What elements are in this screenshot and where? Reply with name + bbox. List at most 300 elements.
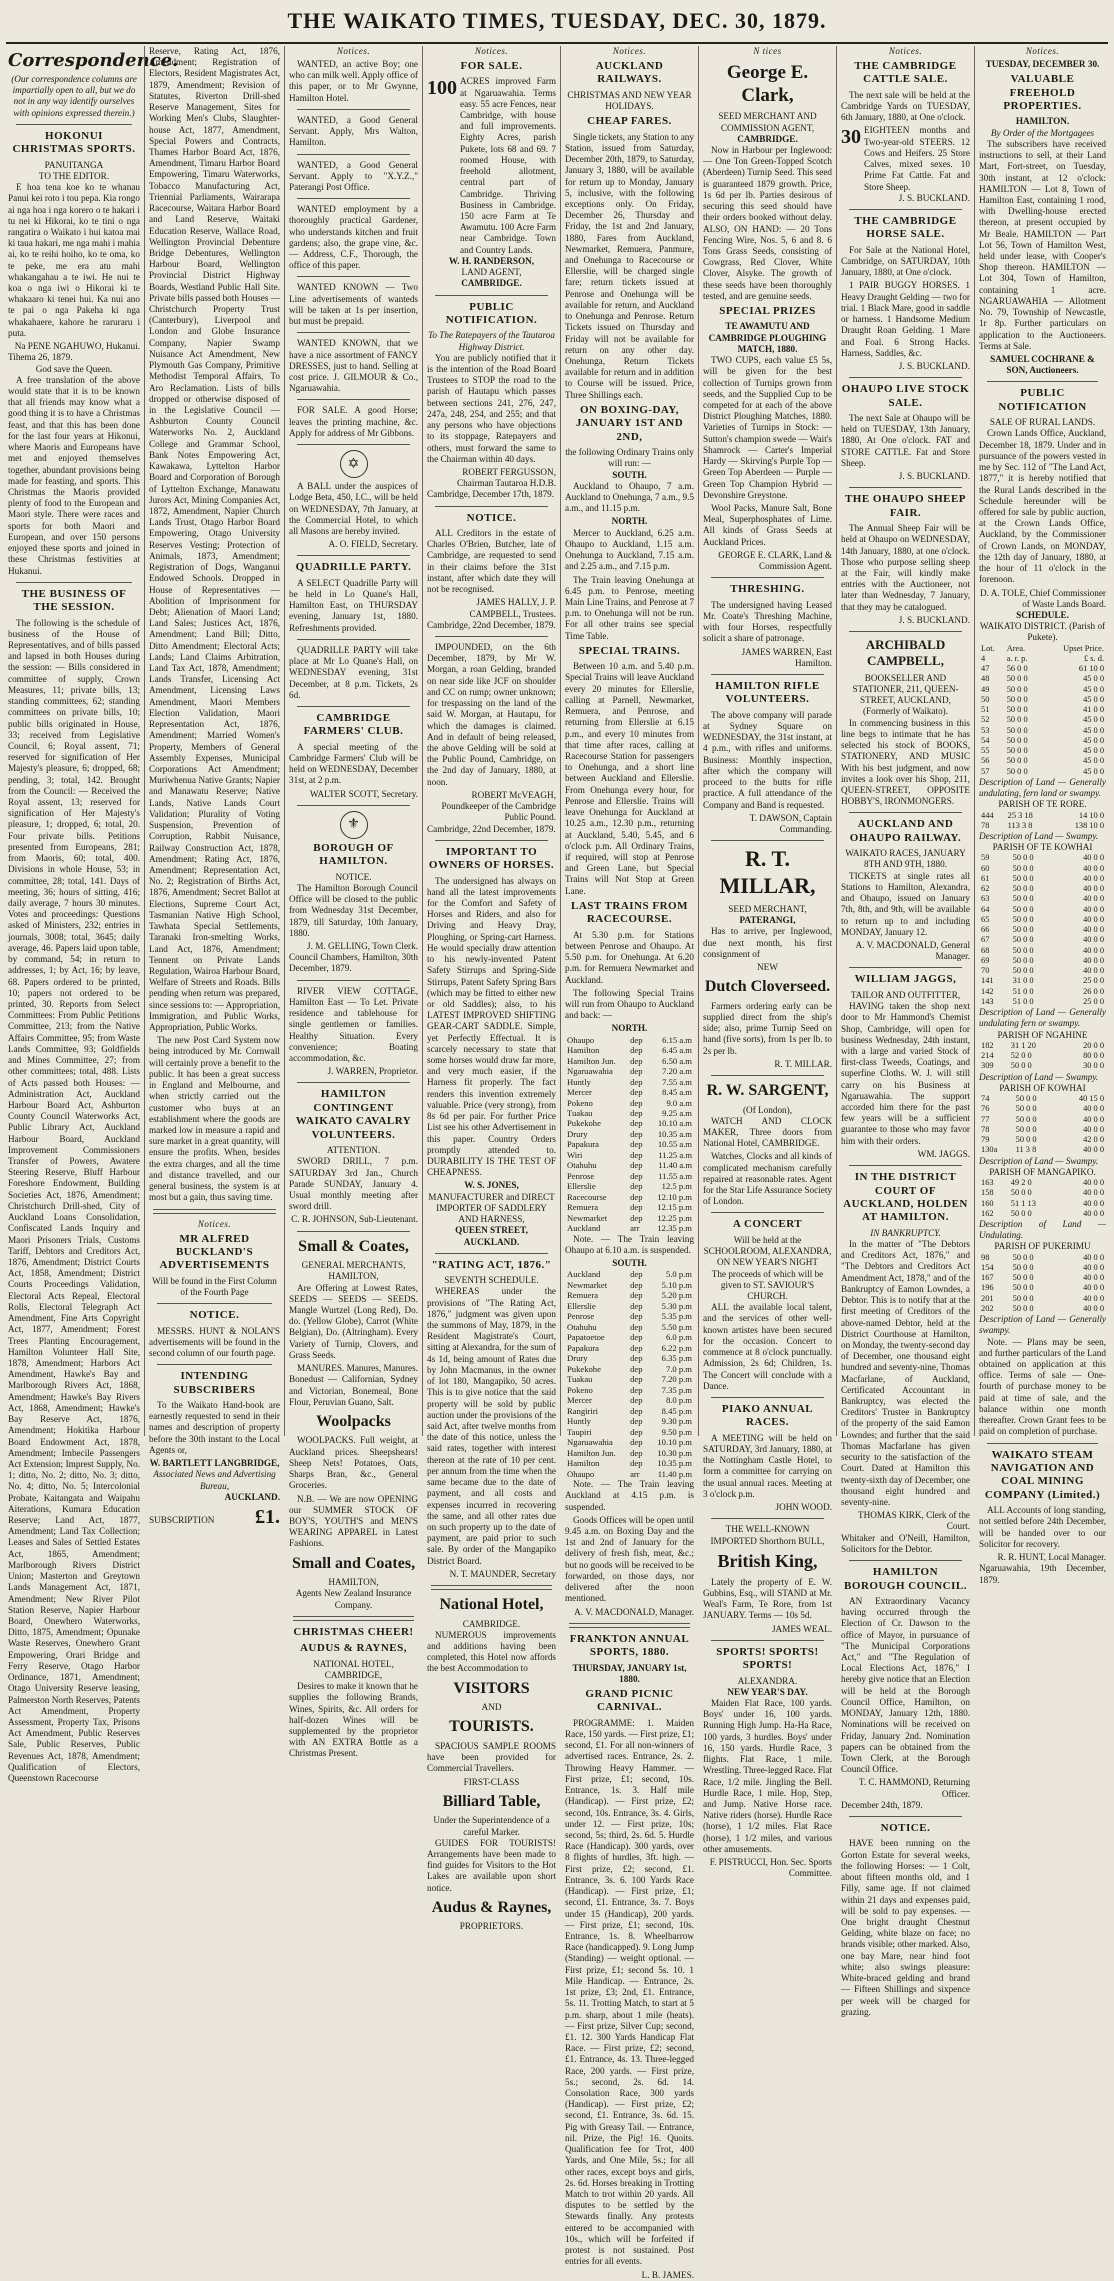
- divider: [297, 154, 410, 155]
- tole-sign: D. A. TOLE, Chief Commissioner of Waste Lands Board.: [980, 587, 1106, 609]
- schedule-row-cell: 11 3 8: [1015, 1145, 1037, 1155]
- small-coates-manures: MANURES. Manures, Manures. Bonedust — Californian, Sydney and Victorian, Bonemeal, Bone Flour, Peruvian Guano, Salt.: [289, 1363, 418, 1407]
- column-7: [836, 46, 974, 2017]
- schedule-row-cell: 45 0 0: [1083, 766, 1104, 776]
- ball-sign: A. O. FIELD, Secretary.: [328, 539, 418, 550]
- sargent-text-2: Watches, Clocks and all kinds of complicated mechanism carefully repaired at reasonable rates. Agent for the Star Life Assurance Society of London.: [703, 1151, 832, 1207]
- schedule-row: [979, 821, 1106, 831]
- divider: [711, 1075, 824, 1076]
- schedule-row: [979, 905, 1106, 915]
- timetable-row: [565, 1469, 694, 1479]
- timetable-row-cell: 6.50 a.m: [662, 1055, 692, 1066]
- timetable-row-cell: 8.45 a.m: [662, 1087, 692, 1098]
- schedule-row-cell: 444: [981, 810, 994, 820]
- schedule-row-cell: 309: [981, 1061, 994, 1071]
- schedule-row-cell: 50 0 0: [1015, 1135, 1037, 1145]
- schedule-row-cell: 62: [981, 884, 990, 894]
- timetable-row-cell: dep: [630, 1416, 643, 1427]
- horses-text: The undersigned has always on hand all the latest improvements for the Comfort and Safety of Horses and Riders, and also for Driving and Heavy Dray, Ploughing, or Spring-cart Harness. He would specially draw attention to his newly-invented Patent Safety Stirrups and Spring-Side Stirrups, Patent Safety Spring Bars (which may be fitted to either new or old Saddles); also, to his LATEST IMPROVED SHIFTING GEAR-CART SADDLE. Simple, yet Perfectly Effectual. It is scarcely necessary to state that some horses would draw far more, and very much easier, if the Harness fit properly. The fact renders this invention extremely valuable. Price (very strong), from 8s 6d per pair. For further Price List see his other Advertisement in this paper. Country Orders promptly attended to. DURABILITY IS THE TEST OF CHEAPNESS.: [427, 875, 556, 1178]
- timetable-row-cell: Pukekohe: [567, 1363, 601, 1374]
- timetable-row: [565, 1269, 694, 1279]
- railways-sub: CHRISTMAS AND NEW YEAR HOLIDAYS.: [567, 89, 692, 111]
- small-coates-text: Are Offering at Lowest Rates, SEEDS — SEEDS — SEEDS. Mangle Wurtzel (Long Red), Do. do. (Yellow Globe), Carrot (White Belgian), Do. (Altringham). Every Variety of Turnip, Clovers, and Grass Seeds.: [289, 1282, 418, 1360]
- timetable-row-cell: 5.20 p.m: [661, 1290, 692, 1301]
- letter-translation: A free translation of the above would state that it is to be known that all friends may know what a good thing it is to have a Christmas feast, and that this has been done for the last four years at Hikonui, where Maoris and Europeans have met and enjoyed themselves together, abundant provisions being made for feasting, and sports. This Christmas the Maoris provided plenty of food to the European and Maori style. There were races and sports for both Maori and European, and over 150 persons enjoyed these sports and joined in these Christmas festivities at Hukanui.: [8, 374, 140, 576]
- schedule-row-cell: a. r. p.: [1006, 653, 1028, 663]
- timetable-row: [565, 1056, 694, 1066]
- timetable-row-cell: Huntly: [567, 1416, 591, 1427]
- warren-sign: JAMES WARREN, East Hamilton.: [741, 646, 832, 668]
- schedule-row-cell: 98: [981, 1252, 990, 1262]
- timetable-row: [565, 1385, 694, 1395]
- timetable-row-cell: 5.50 p.m: [661, 1321, 692, 1332]
- sports-title: SPORTS! SPORTS! SPORTS!: [716, 1645, 819, 1672]
- schedule-row-cell: 60: [981, 863, 990, 873]
- ohaupo-sale-text: The next Sale at Ohaupo will be held on TUESDAY, 13th January, 1880, At One o'clock. FAT and STORE CATTLE. Fat and Store Sheep.: [841, 413, 970, 468]
- divider: [849, 209, 962, 210]
- schedule-row-cell: 40 0 0: [1083, 1145, 1104, 1155]
- races-sign: A. V. MACDONALD, General Manager.: [855, 940, 970, 962]
- timetable-row-cell: Ellerslie: [567, 1300, 596, 1311]
- schedule-row-cell: 80 0 0: [1083, 1051, 1104, 1061]
- timetable-row-cell: Newmarket: [567, 1279, 608, 1290]
- schedule-row-cell: 50 0 0: [1015, 1104, 1037, 1114]
- frankton-sign: L. B. JAMES.: [641, 2269, 694, 2280]
- rifles-text: The above company will parade at Sydney Square on WEDNESDAY, the 31st instant, at 4 p.m., with rifles and uniforms. Business: Monthly inspection, after which the company will proceed to the butts for rifle practice. A full attendance of the Company and Band is requested.: [703, 709, 832, 810]
- timetable-row-cell: dep: [630, 1353, 643, 1364]
- timetable-row: [565, 1035, 694, 1045]
- piako-text: A MEETING will be held on SATURDAY, 3rd January, 1880, at the Nottingham Castle Hotel, to form a committee for carrying on the usual annual races. Meeting at 3 o'clock p.m.: [703, 1432, 832, 1499]
- correspondence-note: (Our correspondence columns are impartially open to all, but we do not in any way identify ourselves with opinions expressed therein.): [11, 73, 137, 118]
- schedule-row-cell: 50 0 0: [1012, 904, 1034, 914]
- north-heading: NORTH.: [611, 516, 648, 527]
- timetable-south: [565, 1269, 694, 1479]
- letter-date: Tihema 26, 1879.: [8, 352, 73, 363]
- schedule-row-cell: 40 0 0: [1083, 1178, 1104, 1187]
- timetable-row-cell: dep: [630, 1363, 643, 1374]
- grand-picnic: GRAND PICNIC CARNIVAL.: [585, 1688, 674, 1714]
- piako-sign: JOHN WOOD.: [775, 1502, 832, 1513]
- schedule-row: [979, 685, 1106, 695]
- cavalry-title: HAMILTON CONTINGENT WAIKATO CAVALRY VOLUNTEERS.: [295, 1088, 412, 1141]
- valuable-text: The subscribers have received instructions to sell, at their Land Mart, Fort-street, on Tuesday, 30th instant, at 12 o'clock: HAMILTON — Lot 8, Town of Hamilton East, containing 1 rood, with Dwelling-house erected thereon, at present occupied by Mr Beale. HAMILTON — Part Lot 56, Town of Hamilton West, held under lease, with Cooper's Shop thereon. HAMILTON — Lot 304, Town of Hamilton, containing 1 acre. NGARUAWAHIA — Allotment No. 79, Township of Newcastle, 1r 8p. Further particulars on application to the Auctioneers. Terms at Sale.: [979, 138, 1106, 351]
- millar-text: Has to arrive, per Inglewood, due next month, his first consignment of: [703, 926, 832, 959]
- timetable-row-cell: Remuera: [567, 1202, 599, 1213]
- schedule-row-cell: 63: [981, 894, 990, 904]
- timetable-row: [565, 1416, 694, 1426]
- threshing-title: THRESHING.: [730, 583, 805, 596]
- schedule-row-cell: 50 0 0: [1006, 725, 1028, 735]
- column-1: [4, 46, 179, 1784]
- south-times: Auckland to Ohaupo, 7 a.m. Auckland to Onehunga, 7 a.m., 9.5 a.m., and 11.15 p.m.: [565, 480, 694, 514]
- subscription-row: [149, 1505, 280, 1529]
- divider: [569, 1623, 690, 1628]
- ball-text: A BALL under the auspices of Lodge Beta, 450, I.C., will be held on WEDNESDAY, 7th January, at the Commercial Hotel, to which all Masons are hereby invited.: [289, 481, 418, 536]
- section-heading-correspondence: Correspondence.: [8, 50, 179, 71]
- schedule-row-cell: 61: [981, 873, 990, 883]
- timetable-row-cell: 7.35 p.m: [661, 1384, 692, 1395]
- schedule-table-kowhai: [979, 1094, 1106, 1156]
- creditors-text: ALL Creditors in the estate of Charles O'Brien, Butcher, late of Cambridge, are requested to send in their claims before the 31st instant, after which date they will not be recognised.: [427, 528, 556, 595]
- concert-text: Will be held at the SCHOOLROOM, ALEXANDRA, ON NEW YEAR'S NIGHT: [703, 1234, 832, 1268]
- timetable-row-cell: dep: [630, 1212, 643, 1223]
- schedule-row: [979, 1273, 1106, 1283]
- boxing-day-sub: the following Ordinary Trains only will run: —: [565, 447, 694, 469]
- schedule-row-cell: 202: [981, 1303, 994, 1313]
- schedule-row: [979, 987, 1106, 997]
- buckland-sign-3: J. S. BUCKLAND.: [898, 471, 970, 482]
- buckland-text: Will be found in the First Column of the Fourth Page: [152, 1275, 277, 1297]
- timetable-row: [565, 1139, 694, 1149]
- schedule-row-cell: 70: [981, 966, 990, 976]
- small-coates-sub-2: HAMILTON,: [328, 1577, 379, 1588]
- public-notification-sign: ROBERT FERGUSSON, Chairman Tautaroa H.D.B.: [457, 466, 556, 489]
- schedule-row-cell: 67: [981, 935, 990, 945]
- concert-text-2: The proceeds of which will be given to ST. SAVIOUR'S CHURCH.: [711, 1268, 824, 1301]
- cavalry-sign: C. R. JOHNSON, Sub-Lieutenant.: [291, 1214, 418, 1225]
- schedule-row-cell: 40 0 0: [1083, 904, 1104, 914]
- national-hotel-text: NUMEROUS improvements and additions having been completed, this Hotel now affords the best Accommodation to: [427, 1629, 556, 1674]
- schedule-row-cell: 142: [981, 986, 994, 996]
- schedule-desc-6: Description of Land — Undulating.: [979, 1219, 1106, 1241]
- clark-woolpacks: Wool Packs, Manure Salt, Bone Meal, Superphosphates of Lime. All kinds of Grass Seeds at Auckland Prices.: [703, 502, 832, 547]
- timetable-row-cell: Rangiriri: [567, 1405, 599, 1416]
- timetable-row-cell: dep: [630, 1437, 643, 1448]
- schedule-row-cell: 50 0 0: [1012, 1303, 1034, 1313]
- small-coates-title: Small & Coates,: [298, 1237, 409, 1255]
- timetable-row: [565, 1301, 694, 1311]
- borough-date: Council Chambers, Hamilton, 30th December, 1879.: [289, 952, 418, 974]
- schedule-row: [979, 715, 1106, 725]
- schedule-row: [979, 756, 1106, 766]
- timetable-row: [565, 1098, 694, 1108]
- intending-text: To the Waikato Hand-book are earnestly requested to send in their names and description of property before the 30th instant to the Local Agents or,: [149, 1400, 280, 1455]
- schedule-row: [979, 1115, 1106, 1125]
- sports-date: NEW YEAR'S DAY.: [727, 1686, 808, 1697]
- timetable-row-cell: 11.40 a.m: [658, 1160, 692, 1171]
- timetable-row: [565, 1353, 694, 1363]
- column-2: [144, 46, 284, 1528]
- timetable-row-cell: dep: [630, 1118, 643, 1129]
- guides-text: GUIDES FOR TOURISTS! Arrangements have been made to find guides for Visitors to the Hot Lakes are available upon short notice.: [427, 1837, 556, 1893]
- timetable-row: [565, 1129, 694, 1139]
- timetable-row-cell: Ngaruawahia: [567, 1437, 613, 1448]
- millar-town: PATERANGI,: [739, 915, 796, 926]
- timetable-row-cell: dep: [630, 1055, 643, 1066]
- timetable-row-cell: 9.50 p.m: [661, 1426, 692, 1437]
- timetable-row-cell: dep: [630, 1045, 643, 1056]
- timetable-row-cell: dep: [630, 1332, 643, 1343]
- plans-note: Note. — Plans may be seen, and further particulars of the Land obtained on application at this office. Terms of sale — One-fourth of purchase money to be paid at time of sale, and the balance within one month thereafter. Crown Grant fees to be paid on completion of purchase.: [979, 1336, 1106, 1437]
- schedule-row-cell: 50 0 0: [1012, 925, 1034, 935]
- schedule-row: [979, 705, 1106, 715]
- jones-sub: MANUFACTURER and DIRECT IMPORTER OF SADDLERY AND HARNESS,: [428, 1191, 555, 1225]
- timetable-row: [565, 1171, 694, 1181]
- schedule-row: [979, 956, 1106, 966]
- small-coates-agents: Agents New Zealand Insurance Company.: [295, 1588, 412, 1610]
- timetable-row-cell: Hamilton Jun.: [567, 1055, 616, 1066]
- small-coates-title-2: Small and Coates,: [291, 1554, 416, 1572]
- parish-mangapiko: PARISH OF MANGAPIKO.: [989, 1166, 1096, 1177]
- schedule-row-cell: 40 0 0: [1083, 1198, 1104, 1208]
- timetable-row-cell: arr: [630, 1468, 640, 1479]
- schedule-row-cell: Area.: [1006, 643, 1026, 653]
- schedule-row-cell: 45 0 0: [1083, 756, 1104, 766]
- public-notification-title: PUBLIC NOTIFICATION.: [445, 300, 538, 326]
- letter-godsave: God save the Queen.: [35, 363, 113, 374]
- timetable-row: [565, 1108, 694, 1118]
- sargent-sub: (Of London),: [743, 1104, 792, 1115]
- divider: [849, 487, 962, 488]
- ad-wanted-servant: WANTED, a Good General Servant. Apply, Mrs Walton, Hamilton.: [289, 114, 418, 148]
- schedule-row-cell: 45 0 0: [1083, 746, 1104, 756]
- timetable-row: [565, 1448, 694, 1458]
- divider: [849, 1816, 962, 1817]
- timetable-row-cell: dep: [630, 1426, 643, 1437]
- schedule-row-cell: 61 10 0: [1078, 664, 1104, 674]
- millar-sign: R. T. MILLAR.: [774, 1058, 832, 1069]
- langbridge-city: AUCKLAND.: [224, 1491, 280, 1502]
- timetable-row-cell: dep: [630, 1384, 643, 1395]
- schedule-row-cell: 40 0 0: [1083, 935, 1104, 945]
- timetable-row-cell: 10.35 p.m: [657, 1458, 692, 1469]
- randerson-role: LAND AGENT,: [461, 267, 522, 278]
- cattle-list: [841, 125, 970, 192]
- timetable-row-cell: 12.10 p.m: [657, 1191, 692, 1202]
- schedule-row-cell: 214: [981, 1051, 994, 1061]
- divider: [711, 1640, 824, 1641]
- timetable-north: [565, 1035, 694, 1234]
- timetable-row-cell: Ohaupo: [567, 1034, 595, 1045]
- clark-sign: GEORGE E. CLARK, Land & Commission Agent.: [718, 549, 832, 572]
- schedule-row: [979, 966, 1106, 976]
- timetable-row-cell: dep: [630, 1034, 643, 1045]
- schedule-row: [979, 1125, 1106, 1135]
- column-4: [422, 46, 560, 1932]
- schedule-row-cell: 40 0 0: [1083, 1208, 1104, 1218]
- timetable-row-cell: 5.30 p.m: [661, 1300, 692, 1311]
- timetable-row-cell: Auckland: [567, 1269, 601, 1280]
- threshing-text: The undersigned having Leased Mr. Coate's Threshing Machine, with four Horses, respectfully solicit a share of patronage.: [703, 599, 832, 644]
- schedule-row-cell: 45 0 0: [1083, 715, 1104, 725]
- clark-town: CAMBRIDGE.: [737, 133, 798, 144]
- divider: [297, 198, 410, 199]
- notice-text: HAVE been running on the Gorton Estate for several weeks, the following Horses: — 1 Colt, about fifteen months old, and 1 Filly, same age. If not claimed within 21 days and expenses paid, will be sold to pay expenses. — One bright draught Chestnut Gelding, white blaze on face; no brands visible; other marked. Also, one bay Mare, near hind foot white; also swings pleasure: White-braced gelding and brand — Fifteen Shillings and sixpence per week will be charged for grazing.: [841, 1838, 970, 2017]
- schedule-row: [979, 894, 1106, 904]
- schedule-district: WAIKATO DISTRICT. (Parish of Pukete).: [979, 621, 1106, 643]
- schedule-row-cell: 40 0 0: [1083, 1273, 1104, 1283]
- schedule-row-cell: 41 0 0: [1083, 705, 1104, 715]
- schedule-row-cell: 51: [981, 705, 990, 715]
- timetable-row-cell: Mercer: [567, 1395, 592, 1406]
- timetable-row: [565, 1223, 694, 1233]
- schedule-row-cell: 49 2 0: [1010, 1178, 1032, 1187]
- clark-sub: SEED MERCHANT AND COMMISSION AGENT,: [718, 111, 817, 133]
- timetable-row-cell: 6.15 a.m: [662, 1034, 692, 1045]
- sheep-fair-text: The Annual Sheep Fair will be held at Ohaupo on WEDNESDAY, 14th January, 1880, at one o'clock. Those who purpose selling sheep at the Fair, will kindly make entries with the Auctioneer, not later than Wednesday, 7 January, that they may be catalogued.: [841, 523, 970, 612]
- timetable-row: [565, 1066, 694, 1076]
- dutch-cloverseed: Dutch Cloverseed.: [704, 978, 831, 996]
- schedule-row-cell: 130a: [981, 1145, 998, 1155]
- divider: [297, 109, 410, 110]
- timetable-row-cell: dep: [630, 1458, 643, 1469]
- timetable-row-cell: Pokeno: [567, 1097, 593, 1108]
- schedule-row-cell: 50 0 0: [1010, 1061, 1032, 1071]
- impounded-sign: ROBERT McVEAGH, Poundkeeper of the Cambridge Public Pound.: [441, 789, 556, 823]
- timetable-row-cell: dep: [630, 1181, 643, 1192]
- millar-sub: SEED MERCHANT,: [728, 903, 807, 914]
- schedule-row-cell: 68: [981, 945, 990, 955]
- timetable-row: [565, 1374, 694, 1384]
- rail-note: The Train leaving Onehunga at 6.45 p.m. to Penrose, meeting Main Line Trains, and Penrose at 7 p.m. to Onehunga will not be run. For all other trains see special Time Table.: [565, 574, 694, 641]
- timetable-row-cell: dep: [630, 1107, 643, 1118]
- schedule-row-cell: 45 0 0: [1083, 725, 1104, 735]
- timetable-row-cell: 8.0 p.m: [665, 1395, 692, 1406]
- schedule-row-cell: 40 0 0: [1083, 1262, 1104, 1272]
- timetable-row-cell: dep: [630, 1170, 643, 1181]
- schedule-row-cell: 50 0 0: [1015, 1124, 1037, 1134]
- timetable-row-cell: 11.25 a.m: [658, 1149, 692, 1160]
- schedule-row-cell: 160: [981, 1198, 994, 1208]
- concert-title: A CONCERT: [732, 1218, 803, 1231]
- new-label: NEW: [757, 961, 778, 972]
- schedule-row: [979, 915, 1106, 925]
- special-trains-text: Between 10 a.m. and 5.40 p.m. Special Trains will leave Auckland every 20 minutes for Ellerslie, calling at Parnell, Newmarket, Remuera, and Penrose, and returning from Ellerslie at 6.15 p.m., and every 10 minutes from that time after races, calling at Racecourse Station for passengers to Onehunga, and a short line between Auckland and Ellerslie. From Onehunga every hour, for Penrose and Ellerslie. Trains will leave Onehunga for Auckland at 10.25 a.m., 12.30 p.m., returning at Auckland, 5.40, 5.45, and 6 o'clock p.m. All Ordinary Trains, if required, will stop at Penrose and Green Lane, but Special Trains will Not Stop at Green Lane.: [565, 661, 694, 896]
- schedule-row-cell: 50 0 0: [1006, 756, 1028, 766]
- schedule-row-cell: 45 0 0: [1083, 674, 1104, 684]
- rifles-title: HAMILTON RIFLE VOLUNTEERS.: [715, 679, 820, 706]
- schedule-row: [979, 664, 1106, 674]
- public-notification-text: You are publicly notified that it is the intention of the Road Board Trustees to STOP the road to the parish of Hautapu which passes between sections 241, 276, 247, 247a, 248, 254, and 255; and that any persons who have objections to its stoppage, Ratepayers and others, must forward the same to the Chairman within 40 days.: [427, 352, 556, 464]
- timetable-row-cell: Racecourse: [567, 1191, 607, 1202]
- ad-wanted-known-2: WANTED KNOWN, that we have a nice assortment of FANCY DRESSES, just to hand. Selling at cost price. J. GILMOUR & Co., Ngaruawahia.: [289, 338, 418, 394]
- schedule-row-cell: 50 0 0: [1006, 715, 1028, 725]
- district-court-title: IN THE DISTRICT COURT OF AUCKLAND, HOLDEN AT HAMILTON.: [843, 1171, 968, 1224]
- timetable-row-cell: Ohaupo: [567, 1468, 595, 1479]
- timetable-row-cell: 10.35 a.m: [657, 1128, 692, 1139]
- hunt-nolan-title: NOTICE.: [189, 1309, 240, 1322]
- parish-ngahine: PARISH OF NGAHINE: [997, 1029, 1088, 1040]
- schedule-row-cell: 50 0 0: [1006, 735, 1028, 745]
- sports-list: Maiden Flat Race, 100 yards. Boys' under 16, 100 yards. Running High Jump. Ha-Ha Race, 100 yards, 3 hurdles. Boys' under 16, 150 yards. Hurdle Race, 3 flights. Flat Race, 1 mile. Wrestling. Three-legged Race. Flat Race, 1/2 mile. Jingling the Bell. Hurdle Race, 1 mile. Hop, Step, and Jump. Native Horse race. Native riders (horse). Hurdle Race (horse), 1 1/2 miles. Flat Race (horse), 1 1/2 miles, and various other amusements.: [703, 1698, 832, 1854]
- divider: [849, 631, 962, 632]
- timetable-row-cell: dep: [630, 1374, 643, 1385]
- macdonald-sign: A. V. MACDONALD, Manager.: [574, 1606, 694, 1617]
- council-sign: T. C. HAMMOND, Returning Officer.: [858, 1777, 970, 1799]
- timetable-row-cell: Auckland: [567, 1223, 601, 1234]
- rail-text: Single tickets, any Station to any Station, issued from Saturday, December 20th, 1879, to Saturday, January 3, 1880, will be available for return up to Monday, January 5, inclusive, with the following exceptions only. On Friday, December 26, Thursday and Friday, the 1st and 2nd January, 1880, Fares from Auckland, Newmarket, Remuera, Panmure, and Onehunga to Racecourse or Ellerslie, will be charged single fare; return tickets issued at Penrose and Onehunga will be available for return, and Auckland to Onehunga and Penrose. Return Tickets issued on Thursday and Friday will not be available for return on any other day. Onehunga, Return Tickets available for return and in addition to Course will be issued. Price, Three Shillings each.: [565, 131, 694, 400]
- schedule-row-cell: 50 0 0: [1012, 945, 1034, 955]
- schedule-row-cell: 40 0 0: [1083, 1283, 1104, 1293]
- masthead-rule: [6, 42, 1108, 44]
- campbell-sub: BOOKSELLER AND STATIONER, 211, QUEEN-STREET, AUCKLAND, (Formerly of Waikato).: [852, 672, 959, 717]
- borough-sign: J. M. GELLING, Town Clerk.: [307, 941, 418, 952]
- sample-rooms-text: SPACIOUS SAMPLE ROOMS have been provided for Commercial Travellers.: [427, 1740, 556, 1774]
- schedule-row: [979, 811, 1106, 821]
- masthead: [0, 0, 1114, 42]
- parish-pukerimu: PARISH OF PUKERIMU: [994, 1241, 1091, 1252]
- schedule-row-cell: 40 0 0: [1083, 884, 1104, 894]
- schedule-row-cell: 50 0 0: [1012, 914, 1034, 924]
- schedule-row-cell: 40 0 0: [1083, 894, 1104, 904]
- schedule-row-cell: 50 0 0: [1012, 884, 1034, 894]
- schedule-row: [979, 1094, 1106, 1104]
- bull-text: Lately the property of E. W. Gubbins, Esq., will STAND at Mr. Weal's Farm, Te Rore, from 1st JANUARY. Terms — 10s 5d.: [703, 1576, 832, 1621]
- intending-title: INTENDING SUBSCRIBERS: [173, 1370, 256, 1396]
- schedule-row-cell: 50 0 0: [1015, 1094, 1037, 1104]
- schedule-desc: Description of Land — Generally undulating, fern land or swampy.: [979, 776, 1106, 799]
- bankruptcy-label: IN BANKRUPTCY.: [870, 1227, 941, 1238]
- schedule-row-cell: 45 0 0: [1083, 684, 1104, 694]
- schedule-row-cell: 50 0 0: [1012, 935, 1034, 945]
- schedule-row-cell: 40 0 0: [1083, 1252, 1104, 1262]
- horse-sale-list: 1 PAIR BUGGY HORSES. 1 Heavy Draught Gelding — two for trial. 1 Black Mare, good in saddle or harness. 1 Handsome Medium Draught Roan Gelding. 1 Mare and Foal. 6 Strong Hacks. Harness, Saddles, &c.: [841, 280, 970, 358]
- boxing-day-title: ON BOXING-DAY, JANUARY 1ST AND 2ND,: [575, 403, 684, 443]
- timetable-row-cell: Pukekohe: [567, 1118, 601, 1129]
- schedule-row-cell: 50 0 0: [1006, 766, 1028, 776]
- timetable-row-cell: 6.35 p.m: [661, 1353, 692, 1364]
- timetable-row-cell: dep: [630, 1395, 643, 1406]
- sargent-title: R. W. SARGENT,: [706, 1081, 829, 1099]
- schedule-row: [979, 853, 1106, 863]
- schedule-table-ngahine: [979, 1041, 1106, 1072]
- schedule-row-cell: 25 0 0: [1083, 996, 1104, 1006]
- timetable-row-cell: 8.45 p.m: [661, 1405, 692, 1416]
- schedule-row-cell: 50 0 0: [1010, 1208, 1032, 1218]
- timetable-row-cell: 12.25 p.m: [657, 1212, 692, 1223]
- business-title: THE BUSINESS OF THE SESSION.: [21, 587, 127, 614]
- schedule-row-cell: 79: [981, 1135, 990, 1145]
- timetable-row: [565, 1213, 694, 1223]
- timetable-row-cell: arr: [630, 1223, 640, 1234]
- parish-te-rore: PARISH OF TE RORE.: [998, 799, 1087, 810]
- divider: [297, 1082, 410, 1083]
- schedule-row-cell: 69: [981, 955, 990, 965]
- schedule-row: [979, 674, 1106, 684]
- sports-town: ALEXANDRA.: [737, 1675, 798, 1686]
- divider: [849, 1165, 962, 1166]
- timetable-row: [565, 1458, 694, 1468]
- north-note: Note. — The Train leaving Ohaupo at 6.10 a.m. is suspended.: [565, 1233, 694, 1256]
- acres-number: 100: [427, 77, 457, 100]
- valuable-town: HAMILTON.: [1015, 116, 1070, 127]
- timetable-row: [565, 1406, 694, 1416]
- timetable-row: [565, 1332, 694, 1342]
- seventh-schedule: SEVENTH SCHEDULE.: [444, 1275, 539, 1286]
- divider: [297, 1231, 410, 1232]
- borough-text: The Hamilton Borough Council Office will be closed to the public from Wednesday 31st December, 1879, till Saturday, 10th January, 1880.: [289, 882, 418, 938]
- rating-act-sign: N. T. MAUNDER, Secretary: [449, 1568, 556, 1579]
- schedule-row-cell: 40 0 0: [1083, 914, 1104, 924]
- timetable-row-cell: Papakura: [567, 1139, 599, 1150]
- timetable-row-cell: 12.5 p.m: [661, 1181, 692, 1192]
- timetable-row: [565, 1437, 694, 1447]
- schedule-row: [979, 864, 1106, 874]
- jones-street: QUEEN STREET, AUCKLAND.: [455, 1225, 528, 1247]
- schedule-row-cell: 48: [981, 674, 990, 684]
- timetable-row-cell: Hamilton: [567, 1045, 600, 1056]
- divider: [987, 1443, 1098, 1444]
- divider: [297, 805, 410, 806]
- horse-sale-text: For Sale at the National Hotel, Cambridge, on SATURDAY, 10th January, 1880, at One o'clock.: [841, 244, 970, 278]
- last-trains-title: LAST TRAINS FROM RACECOURSE.: [570, 899, 688, 926]
- quadrille-title: QUADRILLE PARTY.: [295, 561, 412, 574]
- timetable-row-cell: 10.10 p.m: [657, 1437, 692, 1448]
- ploughing-text: TWO CUPS, each value £5 5s, will be given for the best collection of Turnips grown from seeds, and the Supplied Cup to be competed for at each of the above District Ploughing Matches, 1880. Varieties of Turnips in Stock: — Sutton's champion swede — Wait's Shamrock — Carter's Imperial Hardy — Skirving's Purple Top — Green Top Aberdeen — Purple — Green Top Champion Hybrid — Devonshire Greystone.: [703, 355, 832, 500]
- schedule-row-cell: Lot.: [981, 643, 995, 653]
- schedule-row: [979, 746, 1106, 756]
- schedule-row: [979, 1135, 1106, 1145]
